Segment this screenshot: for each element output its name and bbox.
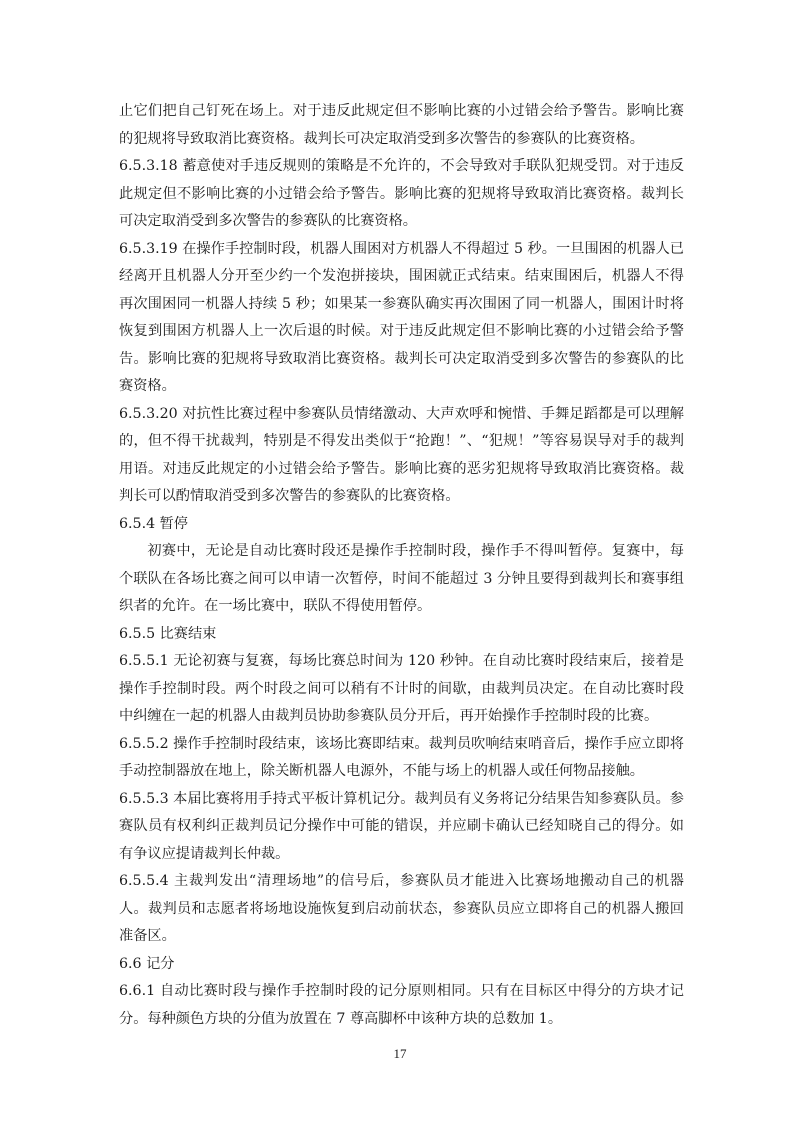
- clause-6-5-5-3: 6.5.5.3 本届比赛将用手持式平板计算机记分。裁判员有义务将记分结果告知参赛队员。参赛队员有权利纠正裁判员记分操作中可能的错误，并应刷卡确认已经知晓自己的得分。如有争议应提请裁判长仲裁。: [119, 790, 684, 862]
- heading-6-6: 6.6 记分: [119, 955, 175, 972]
- page-number: 17: [393, 1046, 407, 1061]
- paragraph-continuation: 止它们把自己钉死在场上。对于违反此规定但不影响比赛的小过错会给予警告。影响比赛的犯规将导致取消比赛资格。裁判长可决定取消受到多次警告的参赛队的比赛资格。: [119, 103, 684, 147]
- clause-6-5-5-1: 6.5.5.1 无论初赛与复赛，每场比赛总时间为 120 秒钟。在自动比赛时段结束后，接着是操作手控制时段。两个时段之间可以稍有不计时的间歇，由裁判员决定。在自动比赛时段中纠缠在一起的机器人由裁判员协助参赛队员分开后，再开始操作手控制时段的比赛。: [119, 653, 684, 724]
- clause-6-5-5-2: 6.5.5.2 操作手控制时段结束，该场比赛即结束。裁判员吹响结束哨音后，操作手应立即将手动控制器放在地上，除关断机器人电源外，不能与场上的机器人或任何物品接触。: [119, 735, 684, 779]
- heading-6-5-5: 6.5.5 比赛结束: [119, 625, 217, 642]
- paragraph-timeout: 初赛中，无论是自动比赛时段还是操作手控制时段，操作手不得叫暂停。复赛中，每个联队在各场比赛之间可以申请一次暂停，时间不能超过 3 分钟且要得到裁判长和赛事组织者的允许。在一场比赛中，联队不得使用暂停。: [119, 543, 684, 614]
- body-text: [119, 98, 684, 1033]
- heading-6-5-4: 6.5.4 暂停: [119, 515, 188, 532]
- clause-6-6-1: 6.6.1 自动比赛时段与操作手控制时段的记分原则相同。只有在目标区中得分的方块才记分。每种颜色方块的分值为放置在 7 尊高脚杯中该种方块的总数加 1。: [119, 983, 684, 1027]
- clause-6-5-3-18: 6.5.3.18 蓄意使对手违反规则的策略是不允许的，不会导致对手联队犯规受罚。对于违反此规定但不影响比赛的小过错会给予警告。影响比赛的犯规将导致取消比赛资格。裁判长可决定取消受到多次警告的参赛队的比赛资格。: [119, 158, 684, 229]
- clause-6-5-3-19: 6.5.3.19 在操作手控制时段，机器人围困对方机器人不得超过 5 秒。一旦围困的机器人已经离开且机器人分开至少约一个发泡拼接块，围困就正式结束。结束围困后，机器人不得再次围困同一机器人持续 5 秒；如果某一参赛队确实再次围困了同一机器人，围困计时将恢复到围困方机器人上一次后退的时候。对于违反此规定但不影响比赛的小过错会给予警告。影响比赛的犯规将导致取消比赛资格。裁判长可决定取消受到多次警告的参赛队的比赛资格。: [119, 240, 684, 394]
- clause-6-5-3-20: 6.5.3.20 对抗性比赛过程中参赛队员情绪激动、大声欢呼和惋惜、手舞足蹈都是可以理解的，但不得干扰裁判，特别是不得发出类似于“抢跑！”、“犯规！”等容易误导对手的裁判用语。对违反此规定的小过错会给予警告。影响比赛的恶劣犯规将导致取消比赛资格。裁判长可以酌情取消受到多次警告的参赛队的比赛资格。: [119, 405, 684, 504]
- clause-6-5-5-4: 6.5.5.4 主裁判发出“清理场地”的信号后，参赛队员才能进入比赛场地搬动自己的机器人。裁判员和志愿者将场地设施恢复到启动前状态，参赛队员应立即将自己的机器人搬回准备区。: [119, 873, 684, 944]
